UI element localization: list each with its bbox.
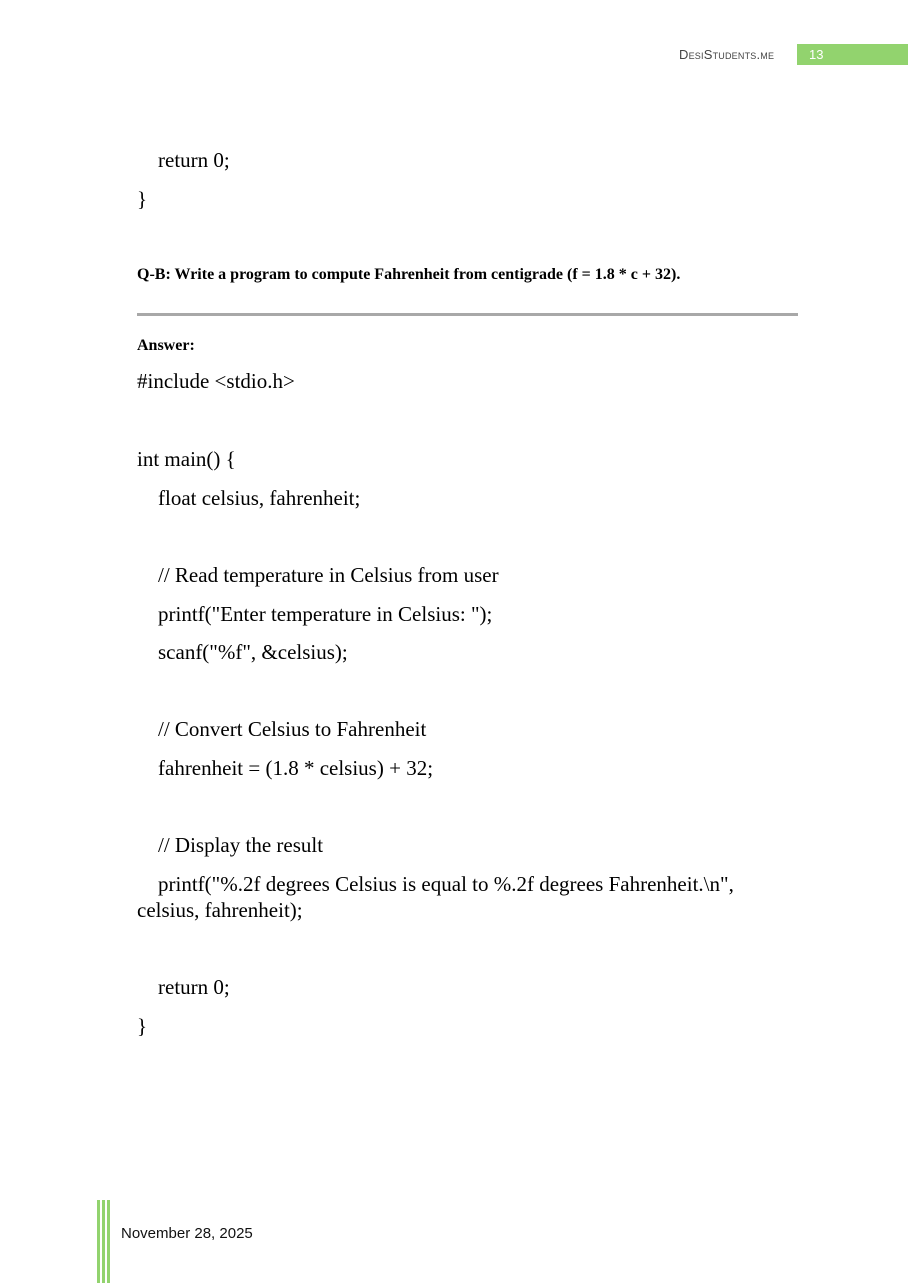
question-heading: Q-B: Write a program to compute Fahrenheit from centigrade (f = 1.8 * c + 32). [137, 266, 681, 283]
site-name: DesiStudents.me [679, 47, 775, 62]
answer-label: Answer: [137, 337, 195, 354]
code-comment: // Convert Celsius to Fahrenheit [158, 717, 427, 741]
code-line: printf("Enter temperature in Celsius: "); [158, 602, 493, 626]
code-line: return 0; [158, 975, 230, 999]
code-line: return 0; [158, 148, 230, 172]
footer-date: November 28, 2025 [121, 1225, 253, 1242]
code-line: scanf("%f", &celsius); [158, 640, 348, 664]
code-line: celsius, fahrenheit); [137, 898, 303, 922]
code-line: } [137, 187, 148, 211]
code-line: float celsius, fahrenheit; [158, 486, 361, 510]
code-line: } [137, 1014, 148, 1038]
page-number: 13 [797, 44, 908, 65]
code-line: #include <stdio.h> [137, 369, 295, 393]
footer-accent-bars [97, 1200, 111, 1283]
code-comment: // Read temperature in Celsius from user [158, 563, 499, 587]
code-line: fahrenheit = (1.8 * celsius) + 32; [158, 756, 434, 780]
code-line: printf("%.2f degrees Celsius is equal to %.2f degrees Fahrenheit.\n", [158, 872, 734, 896]
code-comment: // Display the result [158, 833, 324, 857]
divider [137, 313, 798, 316]
code-line: int main() { [137, 447, 236, 471]
